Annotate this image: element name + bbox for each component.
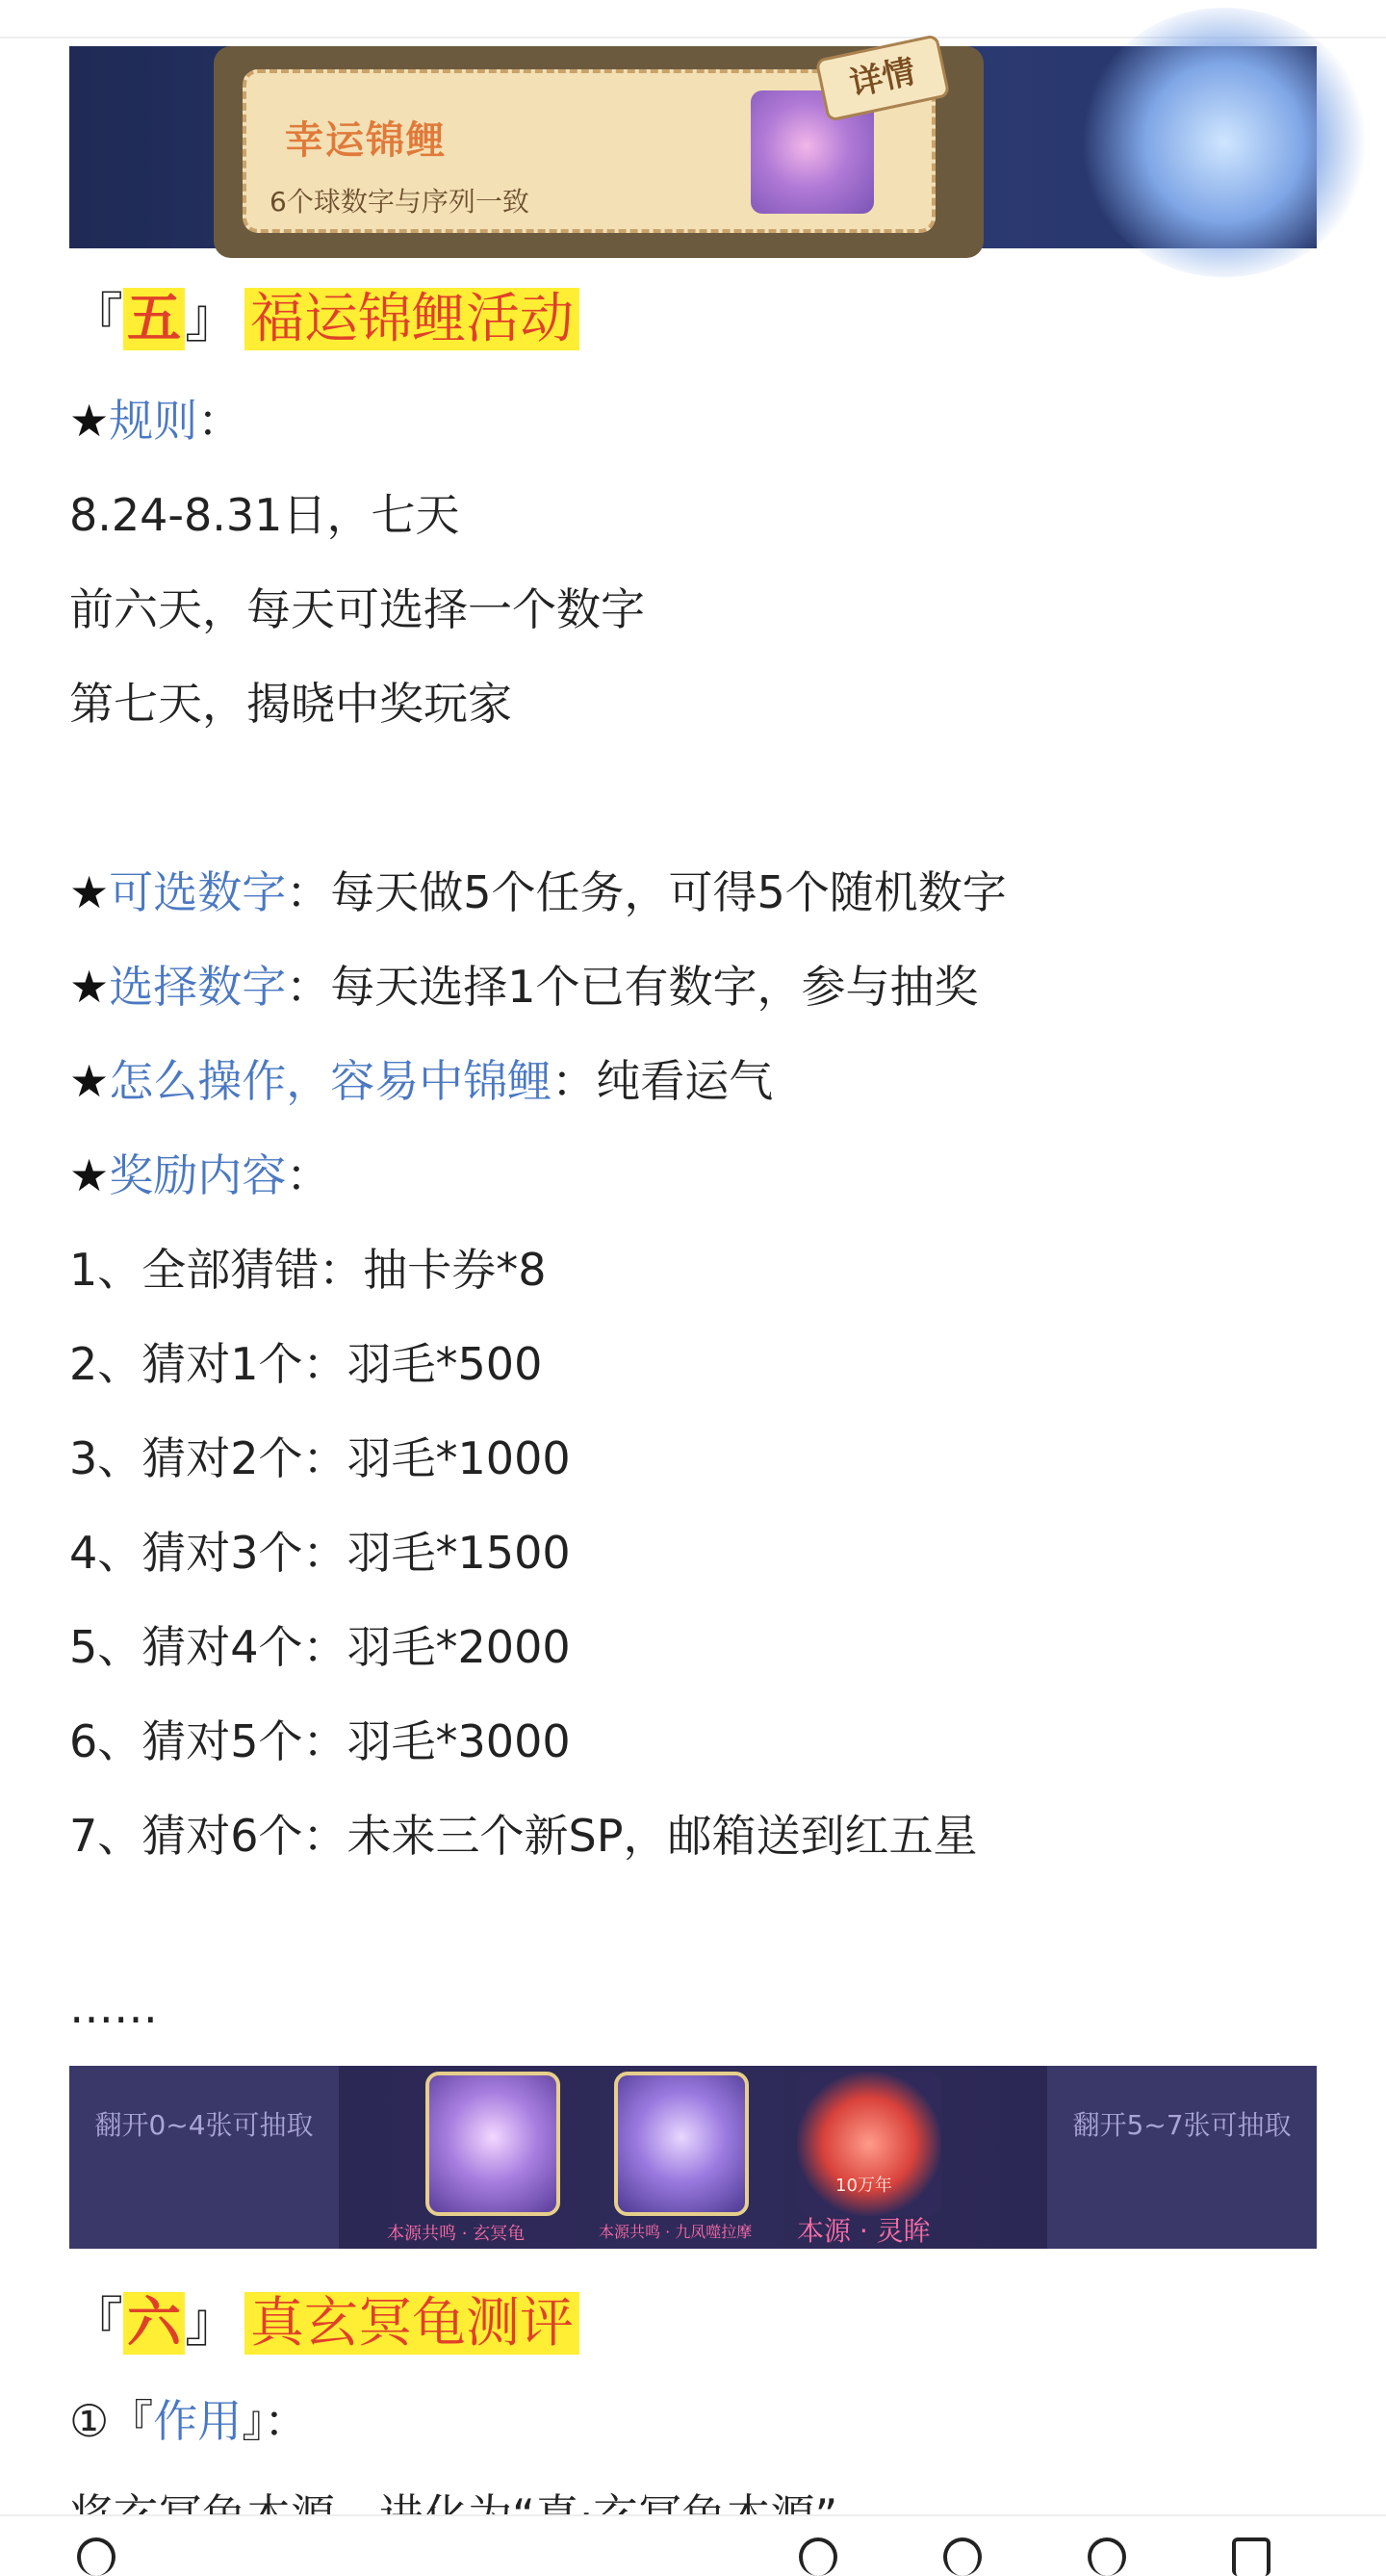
- like-icon[interactable]: [1088, 2537, 1126, 2576]
- tile-label: 本源共鸣 · 玄冥龟: [387, 2224, 526, 2244]
- reward-item: 7、猜对6个：未来三个新SP，邮箱送到红五星: [69, 1810, 978, 1862]
- xuanming-turtle-card-icon: [425, 2072, 560, 2216]
- rules-line: 前六天，每天可选择一个数字: [69, 583, 645, 635]
- truncated-line: [69, 2482, 837, 2514]
- colon: ：: [197, 395, 243, 447]
- bullet-choose-number: [69, 953, 979, 1020]
- reward-item: 2、猜对1个：羽毛*500: [69, 1338, 543, 1390]
- banner-left-panel: [69, 2066, 339, 2249]
- bullet-text: ：每天做5个任务，可得5个随机数字: [286, 866, 1007, 918]
- lucky-koi-banner-image: [69, 46, 1317, 248]
- star-icon: ★: [69, 1149, 110, 1201]
- reward-item: 6、猜对5个：羽毛*3000: [69, 1715, 571, 1767]
- reward-item: 5、猜对4个：羽毛*2000: [69, 1621, 571, 1673]
- star-icon: ★: [69, 395, 110, 447]
- usage-label: 作用: [153, 2395, 243, 2447]
- rules-heading: [69, 387, 242, 454]
- card-rewards-banner-image: [69, 2066, 1317, 2249]
- usage-heading: [69, 2387, 308, 2455]
- nine-phoenix-card-icon: [614, 2072, 749, 2216]
- bullet-label: 奖励内容: [109, 1149, 287, 1201]
- section-heading-6: [69, 2285, 579, 2362]
- bullet-selectable-numbers: [69, 859, 1007, 926]
- bullet-label: 可选数字: [109, 866, 287, 918]
- details-tag: 详情: [815, 34, 951, 122]
- reward-item: 4、猜对3个：羽毛*1500: [69, 1527, 571, 1579]
- right-panel-text: 翻开5~7张可抽取: [1072, 2109, 1292, 2141]
- bullet-text: ：纯看运气: [552, 1055, 774, 1107]
- collect-icon[interactable]: [943, 2537, 982, 2576]
- bullet-how-to-win: [69, 1047, 773, 1115]
- bottom-toolbar: [0, 2514, 1386, 2572]
- decorative-glow: [1080, 8, 1369, 277]
- share-icon[interactable]: [799, 2537, 837, 2576]
- section-heading-5: [69, 281, 579, 358]
- usage-prefix: ①『: [69, 2395, 154, 2447]
- tile-label: 本源 · 灵眸: [797, 2215, 931, 2247]
- bullet-text: ：: [286, 1149, 331, 1201]
- usage-suffix: 』：: [242, 2395, 309, 2447]
- bullet-rewards: [69, 1142, 330, 1209]
- star-icon: ★: [69, 1055, 110, 1107]
- section-number: 六: [123, 2292, 185, 2355]
- bullet-label: 选择数字: [109, 961, 287, 1013]
- rules-label: 规则: [109, 395, 198, 447]
- badge-text: 10万年: [835, 2176, 892, 2196]
- star-icon: ★: [69, 961, 110, 1013]
- reward-item: 3、猜对2个：羽毛*1000: [69, 1432, 571, 1484]
- section-title: 真玄冥龟测评: [244, 2292, 579, 2355]
- card-title: 幸运锦鲤: [285, 118, 447, 163]
- rules-line: 第七天，揭晓中奖玩家: [69, 678, 512, 730]
- bracket-close: 』: [185, 288, 239, 350]
- message-icon[interactable]: [1232, 2537, 1270, 2576]
- card-subtitle: 6个球数字与序列一致: [270, 186, 529, 218]
- banner-right-panel: [1047, 2066, 1317, 2249]
- bracket-close: 』: [185, 2292, 239, 2355]
- star-icon: ★: [69, 866, 110, 918]
- tile-label: 本源共鸣 · 九凤噬拉摩: [599, 2223, 753, 2241]
- bullet-label: 怎么操作，容易中锦鲤: [109, 1055, 552, 1107]
- rules-line: 8.24-8.31日，七天: [69, 489, 460, 541]
- section-number: 五: [123, 288, 185, 350]
- bullet-text: ：每天选择1个已有数字，参与抽奖: [286, 961, 979, 1013]
- left-panel-text: 翻开0~4张可抽取: [94, 2109, 314, 2141]
- bracket-open: 『: [69, 2292, 123, 2355]
- bracket-open: 『: [69, 288, 123, 350]
- reward-item: 1、全部猜错：抽卡券*8: [69, 1244, 547, 1296]
- ellipsis-text: ……: [69, 1981, 158, 2033]
- section-title: 福运锦鲤活动: [244, 288, 579, 350]
- comment-icon[interactable]: [77, 2537, 116, 2576]
